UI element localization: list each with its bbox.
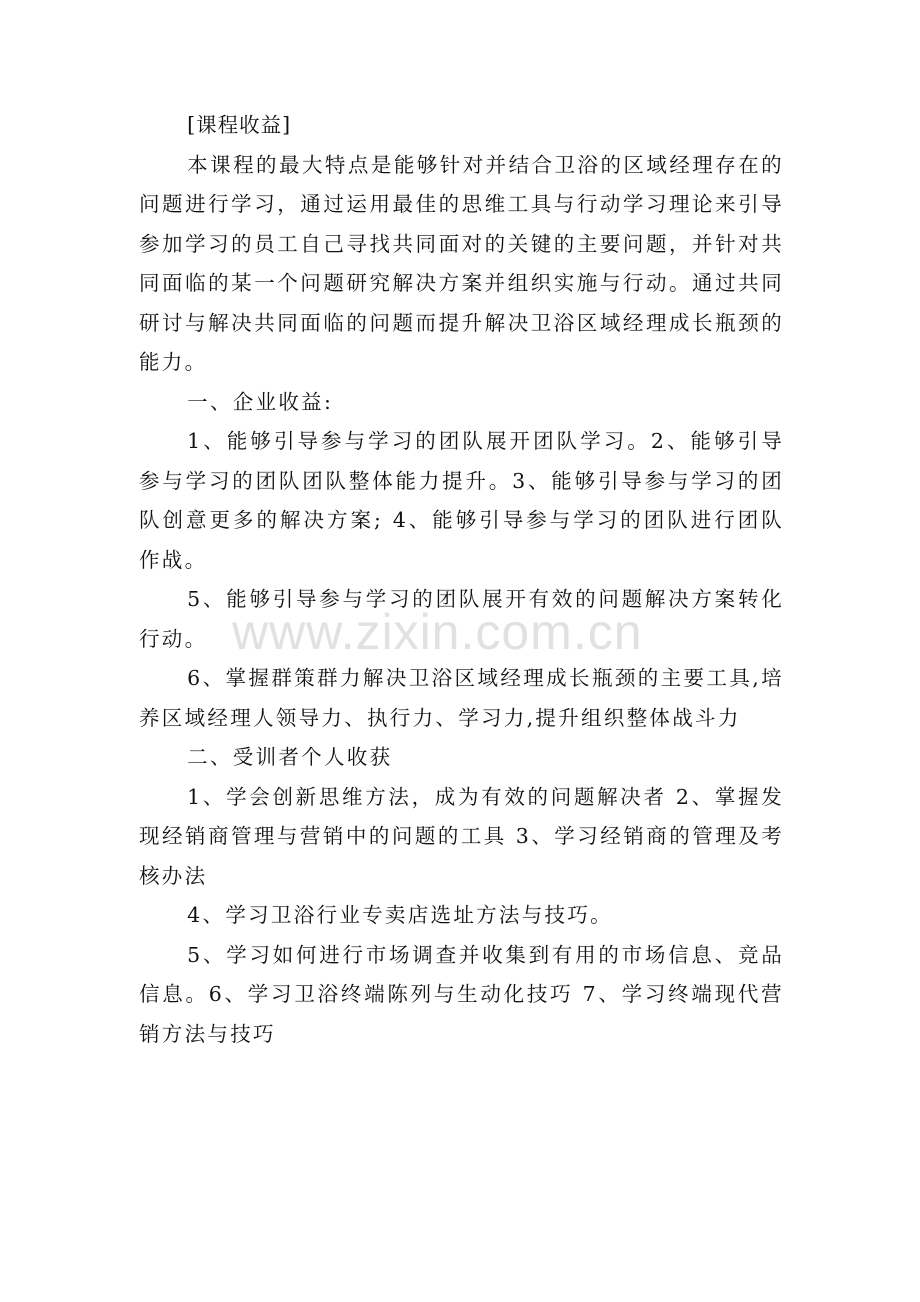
section-heading-enterprise-benefits: 一、企业收益: [187, 389, 334, 414]
watermark-text: www.zixin.com.cn [232, 604, 643, 660]
paragraph-enterprise-benefit-5: 5、能够引导参与学习的团队展开有效的问题解决方案转化行动。 [139, 587, 784, 651]
paragraph-trainee-gains-5-7: 5、学习如何进行市场调查并收集到有用的市场信息、竞品信息。6、学习卫浴终端陈列与生动化技巧 7、学习终端现代营销方法与技巧 [139, 942, 784, 1046]
paragraph-trainee-gains-1-3: 1、学会创新思维方法，成为有效的问题解决者 2、掌握发现经销商管理与营销中的问题的工具 3、学习经销商的管理及考核办法 [139, 784, 784, 888]
paragraph-enterprise-benefits-1-4: 1、能够引导参与学习的团队展开团队学习。2、能够引导参与学习的团队团队整体能力提升。3、能够引导参与学习的团队创意更多的解决方案; 4、能够引导参与学习的团队进行团队作战。 [139, 429, 784, 572]
document-body [139, 106, 784, 1054]
section-heading-course-benefits: [课程收益] [187, 113, 292, 137]
paragraph-trainee-gain-4: 4、学习卫浴行业专卖店选址方法与技巧。 [187, 903, 613, 927]
section-heading-trainee-gains: 二、受训者个人收获 [187, 745, 393, 769]
paragraph-course-description: 本课程的最大特点是能够针对并结合卫浴的区域经理存在的问题进行学习，通过运用最佳的思维工具与行动学习理论来引导参加学习的员工自己寻找共同面对的关键的主要问题，并针对共同面临的某一个问题研究解决方案并组织实施与行动。通过共同研讨与解决共同面临的问题而提升解决卫浴区域经理成长瓶颈的能力。 [139, 152, 784, 374]
paragraph-enterprise-benefit-6: 6、掌握群策群力解决卫浴区域经理成长瓶颈的主要工具,培养区域经理人领导力、执行力、学习力,提升组织整体战斗力 [139, 666, 784, 730]
